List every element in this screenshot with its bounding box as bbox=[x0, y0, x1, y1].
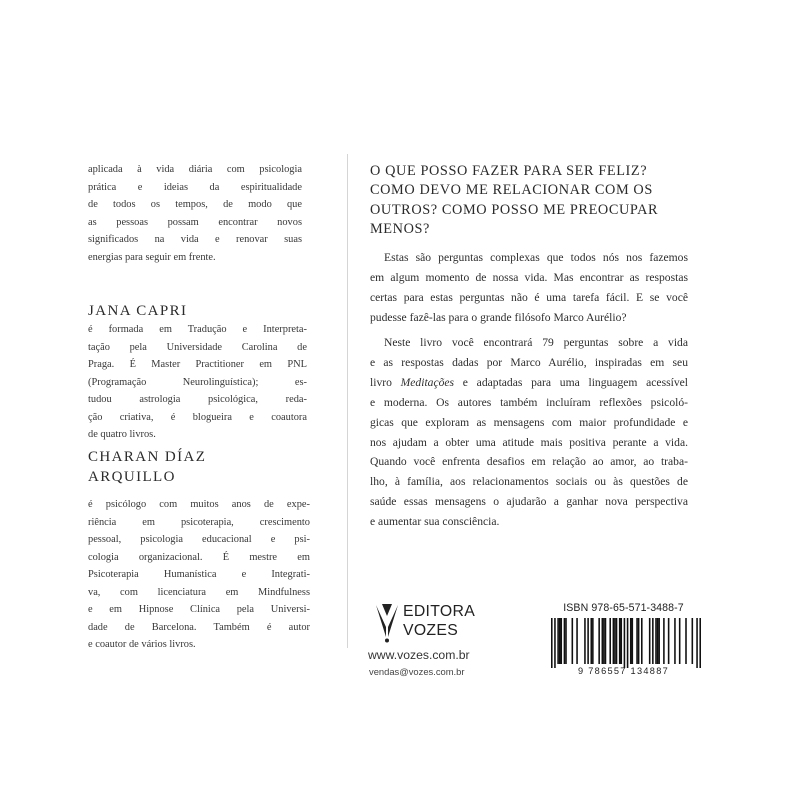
text-line: riência em psicoterapia, crescimento bbox=[88, 516, 310, 528]
barcode-bar bbox=[560, 618, 562, 664]
text-line: MENOS? bbox=[370, 221, 430, 238]
barcode-bar bbox=[559, 618, 561, 664]
text-line: gicas que exploram as mensagens com maior profundidade e bbox=[370, 415, 688, 429]
text-line: é formada em Tradução e Interpreta- bbox=[88, 324, 307, 335]
text-line: e moderna. Os autores também incluíram reflexões psicoló- bbox=[370, 395, 688, 409]
text-line: Praga. É Master Practitioner em PNL bbox=[88, 359, 307, 370]
isbn-label: ISBN 978-65-571-3488-7 bbox=[563, 602, 684, 614]
text-line: e as respostas dadas por Marco Aurélio, inspiradas em seu bbox=[370, 355, 688, 369]
text-line: tação pela Universidade Carolina de bbox=[88, 341, 307, 353]
barcode-bar bbox=[554, 618, 556, 668]
barcode-bar bbox=[674, 618, 676, 664]
description-paragraph-2 bbox=[370, 333, 688, 532]
text-line: significados na vida e renovar suas bbox=[88, 234, 302, 245]
text-line: lho, à família, aos relacionamentos sociais ou às questões de bbox=[370, 475, 688, 489]
barcode-bar bbox=[668, 618, 670, 664]
text-line: dade de Barcelona. Também é autor bbox=[88, 621, 310, 633]
text-line: e em Hipnose Clínica pela Universi- bbox=[88, 604, 310, 615]
barcode-bar bbox=[602, 618, 604, 664]
author-bio-charan-diaz-arquillo bbox=[88, 496, 310, 654]
text-line: certas para estas perguntas não é uma tarefa fácil. E se você bbox=[370, 290, 688, 304]
text-line: e coautor de vários livros. bbox=[88, 639, 196, 650]
barcode-bar bbox=[649, 618, 651, 664]
text-line: O QUE POSSO FAZER PARA SER FELIZ? bbox=[370, 163, 648, 179]
text-line: ção criativa, é blogueira e coautora bbox=[88, 411, 307, 423]
text-line: (Programação Neurolinguística); es- bbox=[88, 376, 307, 388]
description-paragraph-1 bbox=[370, 248, 688, 328]
barcode-bar bbox=[572, 618, 574, 664]
barcode-bar bbox=[658, 618, 660, 664]
text-line: as pessoas possam encontrar novos bbox=[88, 216, 302, 228]
text-line bbox=[370, 373, 688, 393]
author-name-jana-capri: JANA CAPRI bbox=[88, 303, 188, 319]
column-divider bbox=[347, 154, 348, 648]
text-line: de quatro livros. bbox=[88, 429, 156, 440]
publisher-logo bbox=[374, 601, 534, 647]
barcode-bar bbox=[638, 618, 640, 664]
barcode-bar bbox=[614, 618, 616, 664]
text-line: prática e ideias da espiritualidade bbox=[88, 181, 302, 193]
barcode-bar bbox=[632, 618, 634, 664]
barcode-bar bbox=[641, 618, 643, 664]
isbn-block bbox=[543, 601, 704, 679]
barcode-bar bbox=[587, 618, 589, 664]
text-line: Neste livro você encontrará 79 perguntas sobre a vida bbox=[384, 336, 688, 349]
barcode-bar bbox=[592, 618, 594, 664]
barcode-bar bbox=[696, 618, 698, 668]
text-line: cologia organizacional. É mestre em bbox=[88, 551, 310, 563]
book-title-meditacoes: Meditações bbox=[400, 375, 455, 389]
text-line: Estas são perguntas complexas que todos nós nos fazemos bbox=[384, 251, 688, 264]
barcode-bar bbox=[576, 618, 578, 664]
barcode-bar bbox=[630, 618, 632, 664]
barcode-bar bbox=[551, 618, 553, 668]
vozes-logo-icon bbox=[374, 601, 400, 643]
text-line: e aumentar sua consciência. bbox=[370, 515, 500, 529]
barcode-bar bbox=[619, 618, 621, 664]
author-bio-jana-capri bbox=[88, 321, 307, 444]
barcode-bar bbox=[605, 618, 607, 664]
text-run: e adaptadas para uma linguagem acessível bbox=[454, 375, 688, 389]
text-line: nos ajudam a obter uma atitude mais positiva perante a vida. bbox=[370, 435, 688, 449]
publisher-website: www.vozes.com.br bbox=[368, 648, 470, 662]
barcode-bar bbox=[692, 618, 694, 664]
tagline-questions bbox=[370, 162, 658, 240]
barcode-bar bbox=[616, 618, 618, 664]
text-line: em algum momento de nossa vida. Mas encontrar as respostas bbox=[370, 270, 688, 284]
barcode-bar bbox=[564, 618, 566, 664]
text-line: va, com licenciatura em Mindfulness bbox=[88, 586, 310, 598]
publisher-name-line: EDITORA bbox=[403, 603, 476, 620]
barcode-bar bbox=[590, 618, 592, 664]
barcode-bar bbox=[624, 618, 626, 668]
barcode-bar bbox=[565, 618, 567, 664]
text-line: Quando você enfrenta desafios em relação ao amor, ao traba- bbox=[370, 455, 688, 469]
text-line: aplicada à vida diária com psicologia bbox=[88, 164, 302, 175]
text-line: saúde essas mensagens o ajudarão a ganhar nova perspectiva bbox=[370, 495, 688, 509]
barcode-bar bbox=[609, 618, 611, 664]
barcode-bar bbox=[627, 618, 629, 668]
text-run: livro bbox=[370, 375, 401, 389]
text-line: pessoal, psicologia educacional e psi- bbox=[88, 534, 310, 545]
text-line: de todos os tempos, de modo que bbox=[88, 199, 302, 210]
author-name-line: CHARAN DÍAZ bbox=[88, 449, 207, 465]
text-line: é psicólogo com muitos anos de expe- bbox=[88, 499, 310, 510]
barcode-bar bbox=[652, 618, 654, 664]
text-line: Psicoterapia Humanística e Integrati- bbox=[88, 569, 310, 580]
text-line: energias para seguir em frente. bbox=[88, 251, 216, 263]
publisher-name-line: VOZES bbox=[403, 622, 459, 639]
barcode-digits: 9 786557 134887 bbox=[577, 666, 670, 676]
text-line: tudou astrologia psicológica, reda- bbox=[88, 394, 307, 405]
intro-paragraph bbox=[88, 161, 302, 266]
barcode-bar bbox=[663, 618, 665, 664]
barcode-bar bbox=[679, 618, 681, 664]
author-name-line: ARQUILLO bbox=[88, 469, 176, 485]
author-name-charan-diaz-arquillo bbox=[88, 447, 206, 487]
barcode-bar bbox=[613, 618, 615, 664]
barcode-bar bbox=[620, 618, 622, 664]
publisher-name bbox=[403, 602, 475, 640]
barcode-bar bbox=[699, 618, 701, 668]
barcode-bar bbox=[657, 618, 659, 664]
text-line: pudesse fazê-las para o grande filósofo Marco Aurélio? bbox=[370, 310, 627, 324]
text-line: OUTROS? COMO POSSO ME PREOCUPAR bbox=[370, 201, 659, 218]
text-line: COMO DEVO ME RELACIONAR COM OS bbox=[370, 182, 653, 199]
barcode-bar bbox=[584, 618, 586, 664]
barcode-bar bbox=[685, 618, 687, 664]
barcode-bar bbox=[636, 618, 638, 664]
barcode bbox=[551, 618, 701, 668]
barcode-bar bbox=[603, 618, 605, 664]
publisher-email: vendas@vozes.com.br bbox=[369, 666, 465, 677]
barcode-bar bbox=[598, 618, 600, 664]
barcode-bar bbox=[557, 618, 559, 664]
barcode-bar bbox=[655, 618, 657, 664]
